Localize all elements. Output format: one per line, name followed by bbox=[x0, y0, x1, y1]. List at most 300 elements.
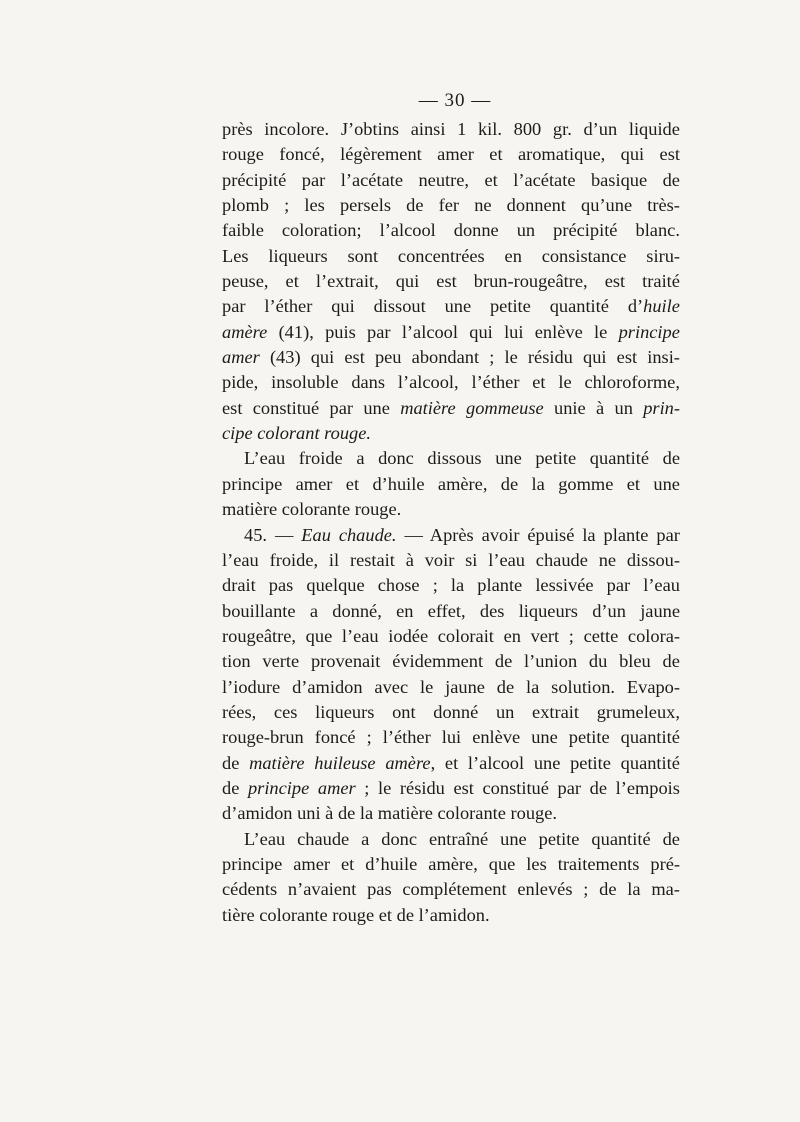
text-segment: par bbox=[557, 777, 582, 798]
text-segment: à bbox=[596, 397, 605, 418]
text-line bbox=[222, 675, 680, 700]
text-segment: coloration; bbox=[281, 220, 362, 241]
text-segment: dissous bbox=[427, 448, 482, 469]
text-segment: le bbox=[378, 777, 392, 798]
text-segment: extrait bbox=[532, 701, 580, 722]
text-segment: donné bbox=[433, 701, 479, 722]
text-line bbox=[222, 370, 680, 395]
text-segment: quantité bbox=[591, 828, 651, 849]
text-line bbox=[222, 294, 680, 319]
text-segment: abondant bbox=[411, 347, 480, 368]
text-segment: par bbox=[222, 296, 246, 317]
text-segment: précipité bbox=[553, 220, 618, 241]
text-segment: L’eau bbox=[244, 448, 286, 469]
text-segment: kil. bbox=[477, 119, 502, 139]
text-segment: l’alcool bbox=[379, 220, 436, 241]
text-segment: il bbox=[328, 549, 340, 570]
text-segment: d’huile bbox=[365, 853, 418, 874]
text-segment: enlève bbox=[534, 321, 583, 342]
text-segment: iodée bbox=[388, 625, 429, 646]
text-segment: amer bbox=[437, 144, 474, 165]
text-segment: ainsi bbox=[410, 119, 446, 139]
text-line bbox=[222, 827, 680, 852]
text-segment: pas bbox=[367, 879, 392, 900]
text-segment: quantité bbox=[620, 752, 680, 773]
text-segment: de bbox=[589, 777, 607, 798]
text-segment: qui bbox=[620, 144, 645, 165]
text-segment: verte bbox=[262, 651, 300, 672]
text-segment: donnent bbox=[506, 195, 566, 216]
text-segment: légèrement bbox=[340, 144, 422, 165]
italic-text: chaude. bbox=[338, 524, 397, 545]
text-segment: en bbox=[503, 625, 521, 646]
text-line bbox=[222, 523, 680, 548]
text-segment: lui bbox=[441, 727, 462, 748]
text-segment: L’eau bbox=[244, 828, 286, 849]
paragraph bbox=[222, 117, 680, 446]
text-segment: liqueurs bbox=[315, 701, 375, 722]
text-segment: ; bbox=[489, 347, 495, 368]
text-segment: ; bbox=[284, 195, 290, 216]
text-segment: entraîné bbox=[428, 828, 489, 849]
text-segment: complétement bbox=[402, 879, 507, 900]
text-segment: l’éther bbox=[382, 727, 431, 748]
text-segment: concentrées bbox=[397, 245, 485, 266]
text-segment: restait bbox=[349, 549, 395, 570]
text-segment: qui bbox=[469, 321, 493, 342]
text-segment: la bbox=[450, 575, 465, 596]
text-segment: cédents bbox=[222, 879, 278, 900]
italic-text: amer bbox=[222, 347, 260, 368]
text-segment: quantité bbox=[549, 296, 609, 317]
text-segment: le bbox=[594, 321, 608, 342]
text-line bbox=[222, 421, 680, 446]
text-segment: , bbox=[430, 752, 436, 773]
text-line bbox=[222, 548, 680, 573]
text-segment: et bbox=[532, 372, 546, 393]
text-segment: l’iodure bbox=[222, 676, 281, 697]
text-segment: gr. bbox=[552, 119, 572, 139]
text-segment: blanc. bbox=[635, 220, 680, 241]
text-segment: 800 bbox=[513, 119, 542, 139]
text-segment: de bbox=[494, 651, 513, 672]
text-segment: par bbox=[301, 169, 326, 190]
text-segment: une bbox=[653, 473, 680, 494]
text-segment: enlevés bbox=[517, 879, 573, 900]
text-segment: est bbox=[453, 777, 474, 798]
text-segment: les bbox=[526, 853, 547, 874]
text-segment: lessivée bbox=[535, 575, 594, 596]
text-segment: amère, bbox=[428, 853, 478, 874]
text-segment: chose bbox=[377, 575, 420, 596]
paragraph bbox=[222, 827, 680, 928]
italic-text: matière bbox=[400, 397, 456, 418]
text-segment: une bbox=[533, 752, 561, 773]
text-segment: tion bbox=[222, 651, 251, 672]
text-segment: lui bbox=[504, 321, 524, 342]
text-segment: jaune bbox=[445, 676, 485, 697]
text-segment: (41), bbox=[278, 321, 314, 342]
text-segment: l’eau bbox=[488, 549, 525, 570]
text-segment: quantité bbox=[620, 727, 680, 748]
text-segment: brun-rougeâtre, bbox=[473, 271, 588, 292]
text-segment: et bbox=[626, 473, 641, 494]
text-segment: et bbox=[444, 752, 459, 773]
text-segment: amer bbox=[293, 853, 330, 874]
text-segment: en bbox=[396, 600, 414, 621]
text-segment: d’un bbox=[583, 119, 618, 139]
text-line bbox=[222, 649, 680, 674]
text-segment: l’union bbox=[524, 651, 578, 672]
text-segment: d’amidon bbox=[292, 676, 363, 697]
text-segment: l’alcool bbox=[401, 321, 458, 342]
text-segment: de bbox=[222, 752, 240, 773]
text-segment: ; bbox=[583, 879, 589, 900]
text-segment: traitements bbox=[557, 853, 640, 874]
italic-text: principe bbox=[618, 321, 680, 342]
text-segment: ma- bbox=[651, 879, 680, 900]
text-segment: traité bbox=[642, 271, 680, 292]
text-segment: gomme bbox=[558, 473, 614, 494]
text-segment: un bbox=[495, 701, 515, 722]
text-segment: qui bbox=[395, 271, 420, 292]
text-segment: petite bbox=[538, 828, 580, 849]
text-segment: l’éther bbox=[471, 372, 520, 393]
text-segment: constitué bbox=[482, 777, 549, 798]
text-segment: par bbox=[329, 397, 353, 418]
text-segment: pas bbox=[268, 575, 294, 596]
text-segment: solution. bbox=[551, 676, 616, 697]
text-segment: de bbox=[599, 879, 617, 900]
text-segment: foncé bbox=[314, 727, 356, 748]
text-segment: de bbox=[662, 828, 680, 849]
text-segment: de bbox=[662, 651, 680, 672]
italic-text: huileuse bbox=[314, 752, 376, 773]
text-line bbox=[222, 725, 680, 750]
text-segment: n’avaient bbox=[287, 879, 357, 900]
text-segment: est bbox=[616, 347, 638, 368]
text-line bbox=[222, 776, 680, 801]
text-segment: puis bbox=[325, 321, 356, 342]
text-segment: près bbox=[222, 119, 253, 139]
text-segment: ; bbox=[432, 575, 438, 596]
text-segment: sont bbox=[347, 245, 379, 266]
text-segment: est bbox=[659, 144, 680, 165]
text-segment: quantité bbox=[589, 448, 650, 469]
text-segment: qui bbox=[331, 296, 355, 317]
text-segment: les bbox=[304, 195, 325, 216]
text-segment: grumeleux, bbox=[596, 701, 680, 722]
text-segment: de bbox=[662, 448, 680, 469]
text-segment: rouge bbox=[222, 144, 264, 165]
text-line bbox=[222, 244, 680, 269]
text-line bbox=[222, 142, 680, 167]
text-line bbox=[222, 852, 680, 877]
text-segment: a bbox=[309, 600, 318, 621]
text-segment: des bbox=[479, 600, 505, 621]
text-segment: l’éther bbox=[264, 296, 313, 317]
text-segment: colora- bbox=[627, 625, 680, 646]
text-segment: insi- bbox=[647, 347, 680, 368]
text-segment: le bbox=[504, 347, 518, 368]
text-segment: amer bbox=[295, 473, 333, 494]
text-segment: ces bbox=[273, 701, 298, 722]
text-segment: ; bbox=[568, 625, 574, 646]
text-segment: aromatique, bbox=[517, 144, 606, 165]
text-segment: a bbox=[361, 828, 370, 849]
text-segment: ne bbox=[474, 195, 492, 216]
text-line bbox=[222, 446, 680, 471]
text-segment: faible bbox=[222, 220, 264, 241]
text-line bbox=[222, 269, 680, 294]
italic-text: principe bbox=[247, 777, 310, 798]
text-segment: consistance bbox=[541, 245, 627, 266]
text-segment: effet, bbox=[427, 600, 466, 621]
text-segment: à bbox=[405, 549, 414, 570]
text-segment: 45. bbox=[244, 524, 267, 545]
italic-text: cipe colorant rouge. bbox=[222, 423, 371, 444]
text-segment: l’acétate bbox=[340, 169, 404, 190]
text-segment: est bbox=[222, 397, 243, 418]
text-line bbox=[222, 700, 680, 725]
text-segment: petite bbox=[535, 448, 577, 469]
text-line bbox=[222, 801, 680, 826]
text-segment: peu bbox=[374, 347, 402, 368]
italic-text: prin- bbox=[643, 397, 681, 418]
text-segment: Après bbox=[429, 524, 474, 545]
text-segment: si bbox=[465, 549, 478, 570]
text-segment: une bbox=[363, 397, 390, 418]
text-line bbox=[222, 472, 680, 497]
text-segment: d’un bbox=[592, 600, 626, 621]
text-segment: de bbox=[496, 676, 515, 697]
text-segment: d’huile bbox=[372, 473, 425, 494]
text-line bbox=[222, 599, 680, 624]
text-segment: qu’une bbox=[581, 195, 633, 216]
text-segment: le bbox=[419, 676, 434, 697]
text-segment: a bbox=[356, 448, 365, 469]
text-segment: principe bbox=[222, 473, 283, 494]
text-line bbox=[222, 624, 680, 649]
text-segment: J’obtins bbox=[340, 119, 400, 139]
text-segment: de bbox=[406, 195, 424, 216]
italic-text: gommeuse bbox=[466, 397, 544, 418]
text-line bbox=[222, 903, 680, 928]
text-segment: ont bbox=[392, 701, 416, 722]
italic-text: amère bbox=[385, 752, 431, 773]
text-line bbox=[222, 877, 680, 902]
text-segment: d’ bbox=[627, 296, 644, 317]
body-text bbox=[222, 117, 680, 928]
text-line bbox=[222, 168, 680, 193]
text-line bbox=[222, 497, 680, 522]
text-segment: l’extrait, bbox=[315, 271, 379, 292]
text-segment: un bbox=[516, 220, 536, 241]
italic-text: huile bbox=[643, 296, 680, 317]
text-segment: plante bbox=[477, 575, 523, 596]
text-segment: quelque bbox=[306, 575, 365, 596]
text-segment: cette bbox=[583, 625, 619, 646]
text-segment: petite bbox=[570, 752, 611, 773]
text-segment: épuisé bbox=[527, 524, 575, 545]
text-segment: l’eau bbox=[643, 575, 680, 596]
text-segment: persels bbox=[339, 195, 392, 216]
text-segment: chloroforme, bbox=[584, 372, 680, 393]
text-segment: enlève bbox=[472, 727, 521, 748]
text-segment: neutre, bbox=[418, 169, 470, 190]
text-segment: plante bbox=[603, 524, 649, 545]
italic-text: amer bbox=[317, 777, 356, 798]
text-segment: liqueurs bbox=[518, 600, 578, 621]
text-line bbox=[222, 573, 680, 598]
text-line bbox=[222, 345, 680, 370]
text-segment: par bbox=[367, 321, 391, 342]
text-segment: constitué bbox=[252, 397, 320, 418]
italic-text: Eau bbox=[301, 524, 331, 545]
text-segment: très- bbox=[647, 195, 680, 216]
text-segment: résidu bbox=[527, 347, 573, 368]
text-segment: une bbox=[444, 296, 472, 317]
text-segment: plomb bbox=[222, 195, 270, 216]
text-segment: d’amidon uni à de la matière colorante rouge. bbox=[222, 803, 557, 824]
text-segment: précipité bbox=[222, 169, 287, 190]
text-segment: qui bbox=[310, 347, 335, 368]
text-segment: évidemment bbox=[392, 651, 484, 672]
text-segment: pide, bbox=[222, 372, 259, 393]
text-segment: donc bbox=[378, 448, 414, 469]
text-segment: est bbox=[604, 271, 626, 292]
text-segment: l’acétate bbox=[513, 169, 576, 190]
text-segment: voir bbox=[424, 549, 455, 570]
text-segment: donne bbox=[453, 220, 499, 241]
text-segment: liqueurs bbox=[268, 245, 328, 266]
text-segment: (43) bbox=[269, 347, 301, 368]
text-segment: basique bbox=[590, 169, 648, 190]
text-segment: en bbox=[504, 245, 522, 266]
text-segment: dissou- bbox=[626, 549, 680, 570]
text-segment: par bbox=[656, 524, 680, 545]
italic-text: amère bbox=[222, 321, 268, 342]
text-segment: pré- bbox=[650, 853, 680, 874]
text-segment: et bbox=[285, 271, 299, 292]
text-segment: Evapo- bbox=[626, 676, 680, 697]
paragraph bbox=[222, 446, 680, 522]
text-segment: fer bbox=[438, 195, 460, 216]
text-segment: la bbox=[526, 676, 540, 697]
text-segment: et bbox=[345, 473, 360, 494]
text-segment: colorait bbox=[437, 625, 494, 646]
text-segment: drait bbox=[222, 575, 256, 596]
text-segment: avec bbox=[374, 676, 409, 697]
text-segment: siru- bbox=[646, 245, 681, 266]
text-segment: la bbox=[627, 879, 641, 900]
text-segment: par bbox=[606, 575, 631, 596]
text-segment: ; bbox=[364, 777, 370, 798]
text-segment: l’alcool, bbox=[397, 372, 459, 393]
text-segment: ; bbox=[366, 727, 372, 748]
text-segment: chaude bbox=[535, 549, 588, 570]
text-segment: chaude bbox=[297, 828, 350, 849]
text-segment: la bbox=[531, 473, 545, 494]
text-segment: et bbox=[489, 144, 503, 165]
text-segment: l’alcool bbox=[467, 752, 525, 773]
text-segment: donné, bbox=[332, 600, 382, 621]
text-segment: est bbox=[436, 271, 457, 292]
text-segment: — bbox=[404, 524, 423, 545]
text-segment: unie bbox=[554, 397, 586, 418]
text-segment: matière colorante rouge. bbox=[222, 499, 402, 520]
text-line bbox=[222, 396, 680, 421]
text-line bbox=[222, 117, 680, 142]
text-segment: et bbox=[484, 169, 498, 190]
text-segment: 1 bbox=[457, 119, 467, 139]
text-segment: peuse, bbox=[222, 271, 269, 292]
text-segment: petite bbox=[489, 296, 531, 317]
text-segment: vert bbox=[530, 625, 560, 646]
text-segment: l’eau bbox=[222, 549, 259, 570]
text-segment: l’empois bbox=[615, 777, 680, 798]
text-segment: résidu bbox=[399, 777, 445, 798]
text-segment: une bbox=[500, 828, 527, 849]
text-segment: le bbox=[558, 372, 572, 393]
text-segment: que bbox=[488, 853, 516, 874]
text-segment: bouillante bbox=[222, 600, 296, 621]
text-segment: rouge-brun bbox=[222, 727, 304, 748]
page-number: — 30 — bbox=[418, 90, 492, 111]
text-line bbox=[222, 320, 680, 345]
text-segment: incolore. bbox=[264, 119, 330, 139]
text-segment: petite bbox=[568, 727, 610, 748]
text-segment: dissout bbox=[373, 296, 426, 317]
paragraph bbox=[222, 523, 680, 827]
text-segment: tière colorante rouge et de l’amidon. bbox=[222, 904, 490, 925]
text-line bbox=[222, 193, 680, 218]
text-segment: provenait bbox=[310, 651, 381, 672]
text-segment: dans bbox=[351, 372, 386, 393]
text-segment: Les bbox=[222, 245, 249, 266]
text-segment: principe bbox=[222, 853, 283, 874]
text-segment: un bbox=[614, 397, 633, 418]
text-segment: ne bbox=[598, 549, 617, 570]
text-segment: liquide bbox=[628, 119, 680, 139]
text-segment: une bbox=[495, 448, 522, 469]
text-segment: de bbox=[500, 473, 519, 494]
text-segment: — bbox=[274, 524, 294, 545]
text-segment: rées, bbox=[222, 701, 257, 722]
text-line bbox=[222, 218, 680, 243]
text-segment: insoluble bbox=[271, 372, 339, 393]
text-segment: froide bbox=[298, 448, 343, 469]
text-segment: bleu bbox=[619, 651, 651, 672]
text-segment: de bbox=[222, 777, 240, 798]
text-segment: jaune bbox=[640, 600, 681, 621]
text-segment: froide, bbox=[269, 549, 319, 570]
text-segment: amère, bbox=[437, 473, 488, 494]
text-segment: et bbox=[340, 853, 355, 874]
text-line bbox=[222, 751, 680, 776]
text-segment: rougeâtre, bbox=[222, 625, 297, 646]
text-segment: une bbox=[531, 727, 558, 748]
text-segment: de bbox=[662, 169, 680, 190]
text-segment: foncé, bbox=[279, 144, 325, 165]
text-segment: que bbox=[305, 625, 333, 646]
italic-text: matière bbox=[249, 752, 305, 773]
text-segment: la bbox=[582, 524, 596, 545]
text-segment: qui bbox=[583, 347, 607, 368]
text-segment: du bbox=[588, 651, 608, 672]
text-segment: donc bbox=[381, 828, 418, 849]
text-segment: avoir bbox=[481, 524, 520, 545]
